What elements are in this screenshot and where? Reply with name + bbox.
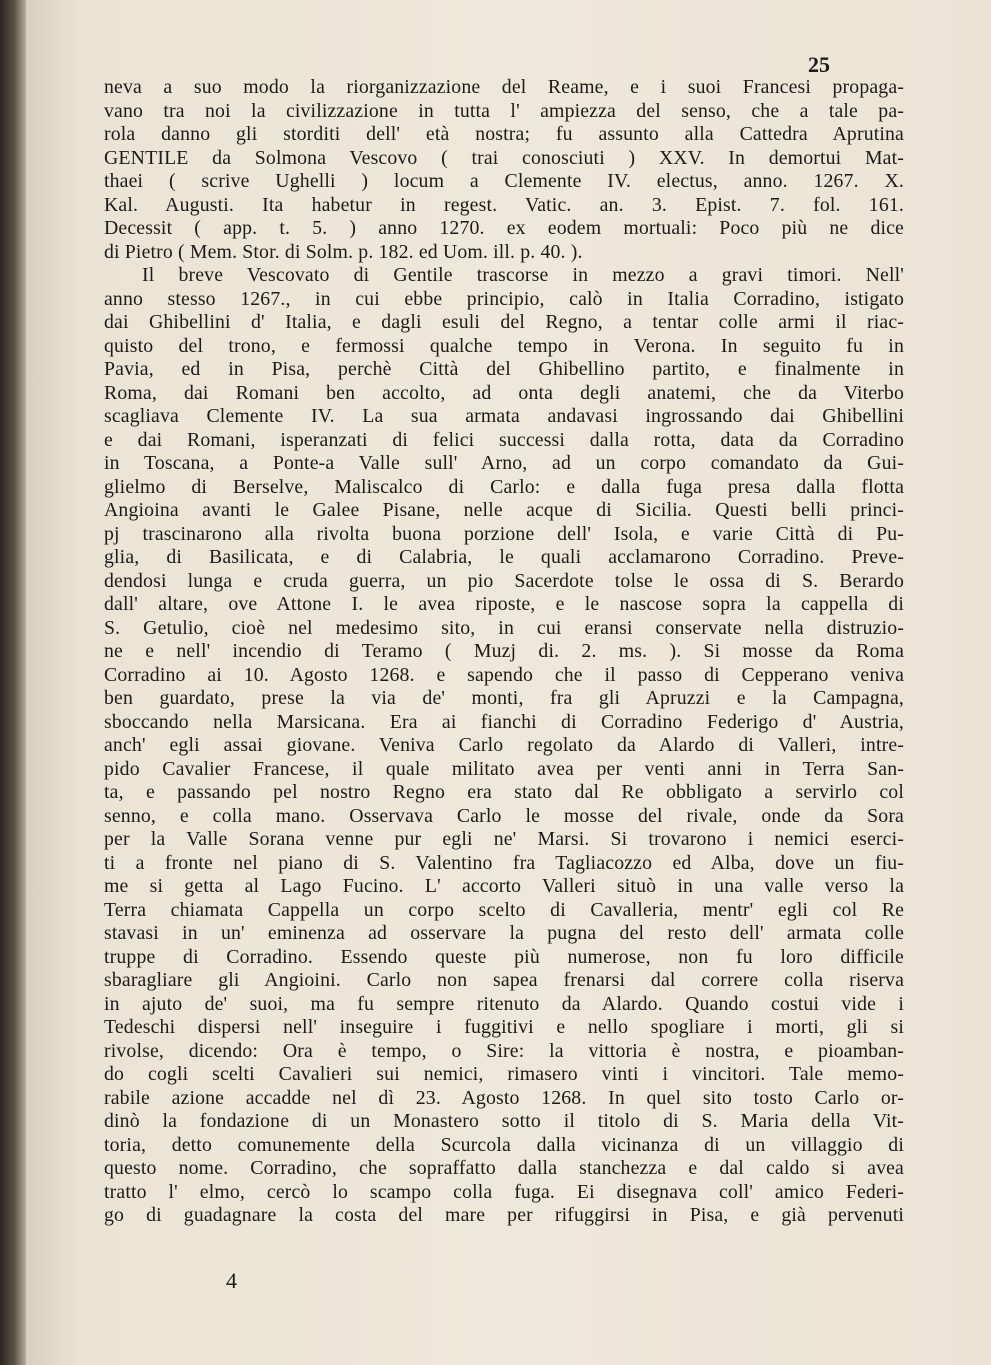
text-line: vano tra noi la civilizzazione in tutta l' ampiezza del senso, che a tale pa- (104, 99, 904, 122)
text-line: in Toscana, a Ponte-a Valle sull' Arno, ad un corpo comandato da Gui- (104, 452, 904, 474)
text-line: toria, detto comunemente della Scurcola dalla vicinanza di un villaggio di (104, 1133, 904, 1156)
text-line: glia, di Basilicata, e di Calabria, le quali acclamarono Corradino. Preve- (104, 546, 904, 568)
text-line: Il breve Vescovato di Gentile trascorse in mezzo a gravi timori. Nell' (142, 264, 904, 286)
text-line: pido Cavalier Francese, il quale militato avea per venti anni in Terra San- (104, 757, 904, 780)
text-line: ta, e passando pel nostro Regno era stato dal Re obbligato a servirlo col (104, 781, 904, 803)
text-line: do cogli scelti Cavalieri sui nemici, rimasero vinti i vincitori. Tale memo- (104, 1063, 904, 1085)
text-line: rabile azione accadde nel dì 23. Agosto 1268. In quel sito tosto Carlo or- (104, 1086, 904, 1109)
text-line: in ajuto de' suoi, ma fu sempre ritenuto da Alardo. Quando costui vide i (104, 992, 904, 1015)
text-line: di Pietro ( Mem. Stor. di Solm. p. 182. ed Uom. ill. p. 40. ). (104, 240, 583, 263)
text-line: sbaragliare gli Angioini. Carlo non sapea frenarsi dal correre colla riserva (104, 969, 904, 991)
text-line: senno, e colla mano. Osservava Carlo le mosse del rivale, onde da Sora (104, 804, 904, 827)
text-line: ben guardato, prese la via de' monti, fra gli Apruzzi e la Campagna, (104, 687, 904, 709)
book-gutter (0, 0, 26, 1365)
text-line: rivolse, dicendo: Ora è tempo, o Sire: la vittoria è nostra, e pioamban- (104, 1039, 904, 1062)
text-line: dai Ghibellini d' Italia, e dagli esuli del Regno, a tentar colle armi il riac- (104, 311, 904, 333)
text-line: Roma, dai Romani ben accolto, ad onta degli anatemi, che da Viterbo (104, 381, 904, 404)
page-number: 25 (808, 52, 830, 77)
text-line: S. Getulio, cioè nel medesimo sito, in cui eransi conservate nella distruzio- (104, 616, 904, 639)
text-line: Terra chiamata Cappella un corpo scelto di Cavalleria, mentr' egli col Re (104, 898, 904, 921)
text-line: per la Valle Sorana venne pur egli ne' Marsi. Si trovarono i nemici eserci- (104, 828, 904, 850)
book-page (26, 0, 991, 1365)
text-line: go di guadagnare la costa del mare per rifuggirsi in Pisa, e già pervenuti (104, 1204, 904, 1226)
text-line: ne e nell' incendio di Teramo ( Muzj di. 2. ms. ). Si mosse da Roma (104, 640, 904, 662)
text-line: scagliava Clemente IV. La sua armata andavasi ingrossando dai Ghibellini (104, 405, 904, 427)
text-line: Kal. Augusti. Ita habetur in regest. Vatic. an. 3. Epist. 7. fol. 161. (104, 193, 904, 216)
text-line: thaei ( scrive Ughelli ) locum a Clemente IV. electus, anno. 1267. X. (104, 170, 904, 192)
text-line: ti a fronte nel piano di S. Valentino fra Tagliacozzo ed Alba, dove un fiu- (104, 851, 904, 874)
text-line: Tedeschi dispersi nell' inseguire i fuggitivi e nello spogliare i morti, gli si (104, 1016, 904, 1038)
text-line: questo nome. Corradino, che sopraffatto dalla stanchezza e dal caldo si avea (104, 1157, 904, 1179)
text-line: glielmo di Berselve, Maliscalco di Carlo: e dalla fuga presa dalla flotta (104, 475, 904, 498)
text-line: truppe di Corradino. Essendo queste più numerose, non fu loro difficile (104, 945, 904, 968)
text-line: neva a suo modo la riorganizzazione del Reame, e i suoi Francesi propaga- (104, 76, 904, 98)
text-line: anno stesso 1267., in cui ebbe principio, calò in Italia Corradino, istigato (104, 287, 904, 310)
signature-mark: 4 (226, 1268, 237, 1293)
text-line: Decessit ( app. t. 5. ) anno 1270. ex eodem mortuali: Poco più ne dice (104, 217, 904, 239)
text-line: rola danno gli storditi dell' età nostra; fu assunto alla Cattedra Aprutina (104, 123, 904, 145)
text-line: pj trascinarono alla rivolta buona porzione dell' Isola, e varie Città di Pu- (104, 522, 904, 545)
text-line: stavasi in un' eminenza ad osservare la pugna del resto dell' armata colle (104, 922, 904, 944)
text-line: anch' egli assai giovane. Veniva Carlo regolato da Alardo di Valleri, intre- (104, 734, 904, 756)
text-line: Corradino ai 10. Agosto 1268. e sapendo che il passo di Cepperano veniva (104, 663, 904, 686)
text-line: Angioina avanti le Galee Pisane, nelle acque di Sicilia. Questi belli princi- (104, 499, 904, 521)
text-line: GENTILE da Solmona Vescovo ( trai conosciuti ) XXV. In demortui Mat- (104, 146, 904, 169)
text-line: dinò la fondazione di un Monastero sotto il titolo di S. Maria della Vit- (104, 1110, 904, 1132)
text-line: tratto l' elmo, cercò lo scampo colla fuga. Ei disegnava coll' amico Federi- (104, 1180, 904, 1203)
text-line: quisto del trono, e fermossi qualche tempo in Verona. In seguito fu in (104, 334, 904, 357)
text-line: e dai Romani, isperanzati di felici successi dalla rotta, data da Corradino (104, 428, 904, 451)
text-line: Pavia, ed in Pisa, perchè Città del Ghibellino partito, e finalmente in (104, 358, 904, 380)
text-line: me si getta al Lago Fucino. L' accorto Valleri situò in una valle verso la (104, 875, 904, 897)
text-line: sboccando nella Marsicana. Era ai fianchi di Corradino Federigo d' Austria, (104, 710, 904, 733)
body-text (104, 76, 904, 1228)
text-line: dendosi lunga e cruda guerra, un pio Sacerdote tolse le ossa di S. Berardo (104, 569, 904, 592)
text-line: dall' altare, ove Attone I. le avea riposte, e le nascose sopra la cappella di (104, 593, 904, 615)
